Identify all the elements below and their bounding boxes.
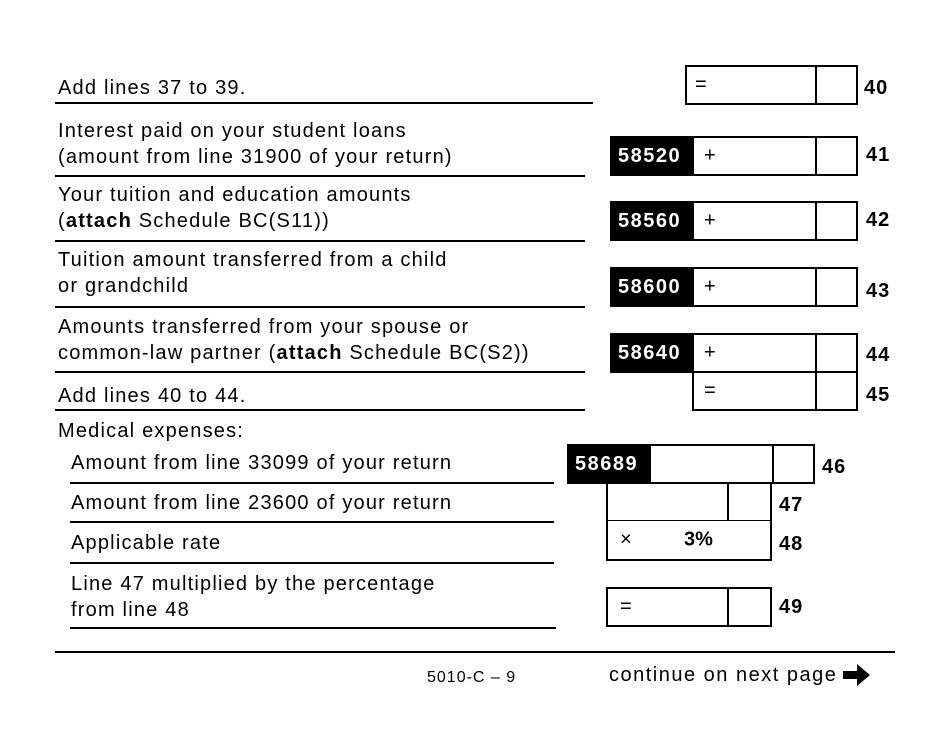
line-40-number: 40: [864, 77, 889, 99]
schedule-reference: Schedule BC(S11)): [131, 210, 330, 232]
attach-emphasis: attach: [65, 210, 132, 232]
line-44-rule: [55, 371, 585, 373]
cents-divider: [815, 269, 817, 305]
line-46-rule: [70, 482, 554, 484]
equals-sign: =: [620, 595, 632, 618]
line-43-description-1: Tuition amount transferred from a child: [58, 249, 448, 271]
line-49-description-1: Line 47 multiplied by the percentage: [71, 573, 436, 595]
line-43-number: 43: [866, 280, 891, 302]
line-46-description: Amount from line 33099 of your return: [71, 452, 453, 474]
cents-divider: [815, 373, 817, 409]
line-41-description-1: Interest paid on your student loans: [58, 120, 407, 142]
line-42-description-2: [58, 208, 330, 234]
cents-divider: [815, 138, 817, 174]
line-47-rule: [70, 521, 554, 523]
line-41-description-2: (amount from line 31900 of your return): [58, 146, 453, 168]
cents-divider: [815, 203, 817, 239]
line-47-number: 47: [779, 494, 804, 516]
equals-sign: =: [704, 379, 716, 402]
line-42-description-1: Your tuition and education amounts: [58, 184, 412, 206]
paren-open: (: [58, 210, 66, 232]
cents-divider: [815, 67, 817, 103]
line-44-code: 58640: [610, 333, 694, 373]
line-41-number: 41: [866, 144, 891, 166]
line-43-amount-field[interactable]: [692, 267, 858, 307]
line-48-rule: [70, 562, 554, 564]
line-46-code: 58689: [567, 444, 651, 484]
rate-value: 3%: [684, 528, 713, 551]
line-42-code: 58560: [610, 201, 694, 241]
plus-sign: +: [704, 144, 716, 167]
line-47-description: Amount from line 23600 of your return: [71, 492, 453, 514]
line-44-description-2: [58, 340, 530, 366]
cents-divider: [727, 589, 729, 625]
line-40-rule: [55, 102, 593, 104]
line-42-amount-field[interactable]: [692, 201, 858, 241]
line-43-code: 58600: [610, 267, 694, 307]
cents-divider: [727, 484, 729, 520]
line-41-rule: [55, 175, 585, 177]
line-42-number: 42: [866, 209, 891, 231]
plus-sign: +: [704, 209, 716, 232]
continue-text: continue on next page: [609, 663, 838, 686]
line-48-number: 48: [779, 533, 804, 555]
line-46-amount-field[interactable]: [649, 444, 815, 484]
cents-divider: [772, 446, 774, 482]
attach-emphasis: attach: [276, 342, 343, 364]
line-44-number: 44: [866, 344, 891, 366]
line-49-rule: [70, 627, 556, 629]
plus-sign: +: [704, 341, 716, 364]
line-45-number: 45: [866, 384, 891, 406]
line-48-rate-field: [606, 521, 772, 561]
footer-rule: [55, 651, 895, 653]
continue-link[interactable]: [609, 663, 871, 687]
line-42-rule: [55, 240, 585, 242]
plus-sign: +: [704, 275, 716, 298]
line-49-amount-field[interactable]: [606, 587, 772, 627]
line-49-description-2: from line 48: [71, 599, 190, 621]
schedule-reference: Schedule BC(S2)): [342, 342, 530, 364]
arrow-right-icon: [843, 663, 871, 687]
line-45-rule: [55, 409, 585, 411]
equals-sign: =: [695, 73, 707, 96]
line-49-number: 49: [779, 596, 804, 618]
line-48-description: Applicable rate: [71, 532, 222, 554]
page-number: 5010-C – 9: [427, 669, 517, 686]
line-41-amount-field[interactable]: [692, 136, 858, 176]
line-45-description: Add lines 40 to 44.: [58, 385, 247, 407]
line-40-description: Add lines 37 to 39.: [58, 77, 247, 99]
line-41-code: 58520: [610, 136, 694, 176]
medical-expenses-heading: Medical expenses:: [58, 420, 245, 442]
cents-divider: [815, 335, 817, 371]
line-46-number: 46: [822, 456, 847, 478]
line-43-description-2: or grandchild: [58, 275, 190, 297]
line-40-amount-field[interactable]: [685, 65, 858, 105]
line-47-amount-field[interactable]: [606, 482, 772, 522]
line-44-description-1: Amounts transferred from your spouse or: [58, 316, 470, 338]
multiply-sign: ×: [620, 528, 632, 551]
partner-text: common-law partner (: [58, 342, 277, 364]
line-44-amount-field[interactable]: [692, 333, 858, 373]
line-45-amount-field[interactable]: [692, 371, 858, 411]
line-43-rule: [55, 306, 585, 308]
